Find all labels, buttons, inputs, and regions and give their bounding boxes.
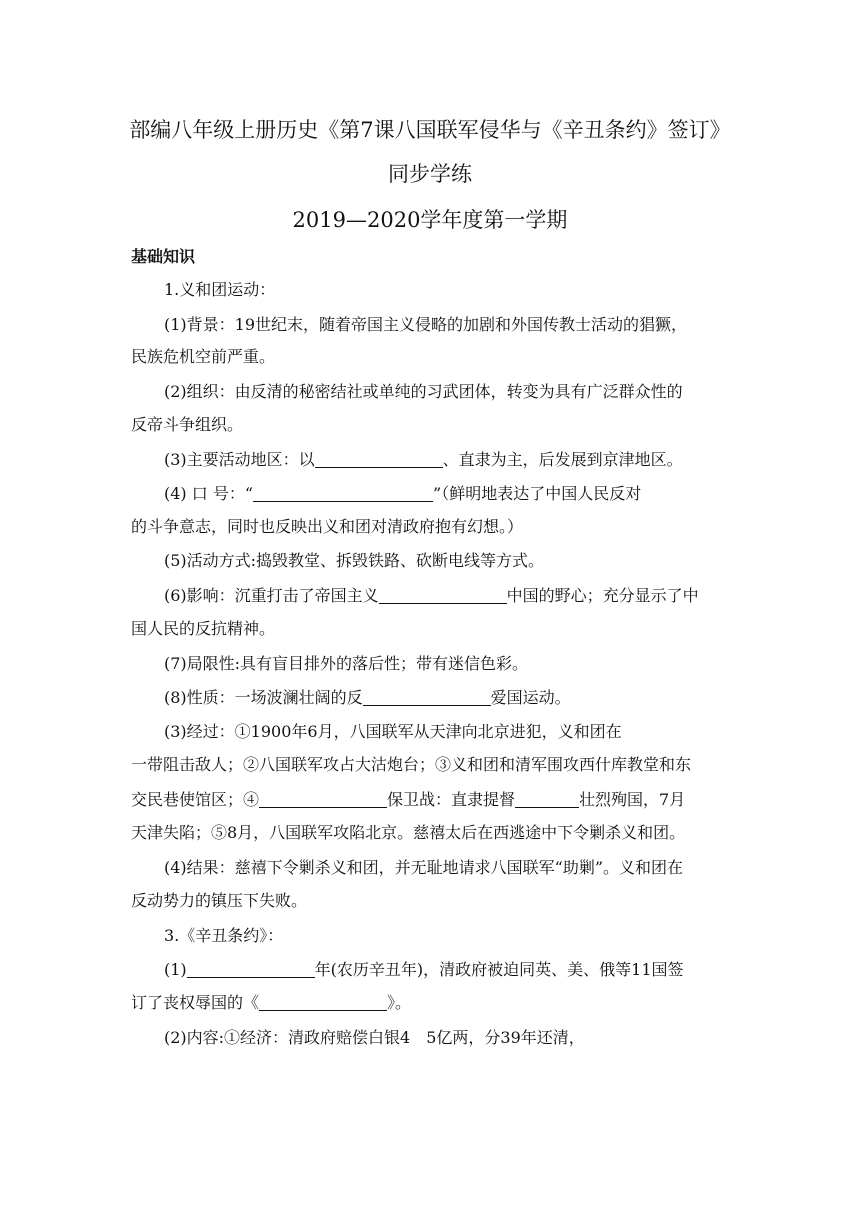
item-treaty-line1 xyxy=(164,959,684,981)
item-treaty-line2-suffix: 》。 xyxy=(387,993,412,1012)
item-process-line3 xyxy=(131,789,685,811)
item-slogan-line1 xyxy=(164,483,641,505)
item-process-prefix: 交民巷使馆区；④ xyxy=(131,790,260,809)
item-organization-line2: 反帝斗争组织。 xyxy=(131,415,244,434)
item-impact-prefix: (6)影响：沉重打击了帝国主义 xyxy=(164,586,379,605)
item-region xyxy=(164,449,683,471)
fill-blank-year[interactable] xyxy=(187,961,315,978)
fill-blank-region[interactable] xyxy=(315,451,443,468)
item-result-line1: (4)结果：慈禧下令剿杀义和团，并无耻地请求八国联军“助剿”。义和团在 xyxy=(164,858,684,877)
item-background-line2: 民族危机空前严重。 xyxy=(131,347,276,366)
item-treaty-line2-prefix: 订了丧权辱国的《 xyxy=(131,993,260,1012)
item-impact-suffix: 中国的野心；充分显示了中 xyxy=(506,586,699,605)
fill-blank-commander[interactable] xyxy=(515,791,579,808)
fill-blank-slogan[interactable] xyxy=(253,485,433,502)
item-process-suffix: 壮烈殉国，7月 xyxy=(579,790,686,809)
item-treaty-prefix: (1) xyxy=(164,960,187,979)
fill-blank-nature[interactable] xyxy=(363,689,491,706)
item-content: (2)内容:①经济：清政府赔偿白银4 5亿两，分39年还清， xyxy=(164,1028,585,1047)
item-background-line1: (1)背景：19世纪末，随着帝国主义侵略的加剧和外国传教士活动的猖獗， xyxy=(164,315,688,334)
item-slogan-suffix: ”（鲜明地表达了中国人民反对 xyxy=(433,484,642,503)
item-impact-line1 xyxy=(164,585,699,607)
item-result-line2: 反动势力的镇压下失败。 xyxy=(131,891,308,910)
item-limitation: (7)局限性:具有盲目排外的落后性；带有迷信色彩。 xyxy=(164,654,529,673)
item-treaty-line2 xyxy=(131,992,411,1014)
fill-blank-treaty-name[interactable] xyxy=(259,994,387,1011)
item-process-line2: 一带阻击敌人；②八国联军攻占大沽炮台；③义和团和清军围攻西什库教堂和东 xyxy=(131,755,692,774)
school-year: 2019—2020学年度第一学期 xyxy=(292,208,568,232)
item-activities: (5)活动方式:捣毁教堂、拆毁铁路、砍断电线等方式。 xyxy=(164,551,545,570)
item-slogan-prefix: (4) 口 号：“ xyxy=(164,484,254,503)
item-region-prefix: (3)主要活动地区：以 xyxy=(164,450,315,469)
item-nature-suffix: 爱国运动。 xyxy=(490,688,571,707)
item-nature-prefix: (8)性质：一场波澜壮阔的反 xyxy=(164,688,363,707)
item-process-middle: 保卫战：直隶提督 xyxy=(387,790,516,809)
document-subtitle: 同步学练 xyxy=(388,162,472,186)
fill-blank-battle[interactable] xyxy=(259,791,387,808)
item-process-line4: 天津失陷；⑤8月，八国联军攻陷北京。慈禧太后在西逃途中下令剿杀义和团。 xyxy=(131,823,686,842)
section-3-title: 3.《辛丑条约》： xyxy=(164,926,284,945)
item-process-line1: (3)经过：①1900年6月，八国联军从天津向北京进犯，义和团在 xyxy=(164,722,622,741)
item-slogan-line2: 的斗争意志，同时也反映出义和团对清政府抱有幻想。） xyxy=(131,517,524,536)
item-region-suffix: 、直隶为主，后发展到京津地区。 xyxy=(442,450,683,469)
fill-blank-impact[interactable] xyxy=(379,587,507,604)
item-impact-line2: 国人民的反抗精神。 xyxy=(131,619,276,638)
section-heading: 基础知识 xyxy=(131,247,196,266)
document-title: 部编八年级上册历史《第7课八国联军侵华与《辛丑条约》签订》 xyxy=(129,118,731,142)
item-organization-line1: (2)组织：由反清的秘密结社或单纯的习武团体，转变为具有广泛群众性的 xyxy=(164,382,683,401)
item-treaty-suffix: 年(农历辛丑年)，清政府被迫同英、美、俄等11国签 xyxy=(314,960,684,979)
item-nature xyxy=(164,687,571,709)
section-1-title: 1.义和团运动： xyxy=(164,280,276,299)
